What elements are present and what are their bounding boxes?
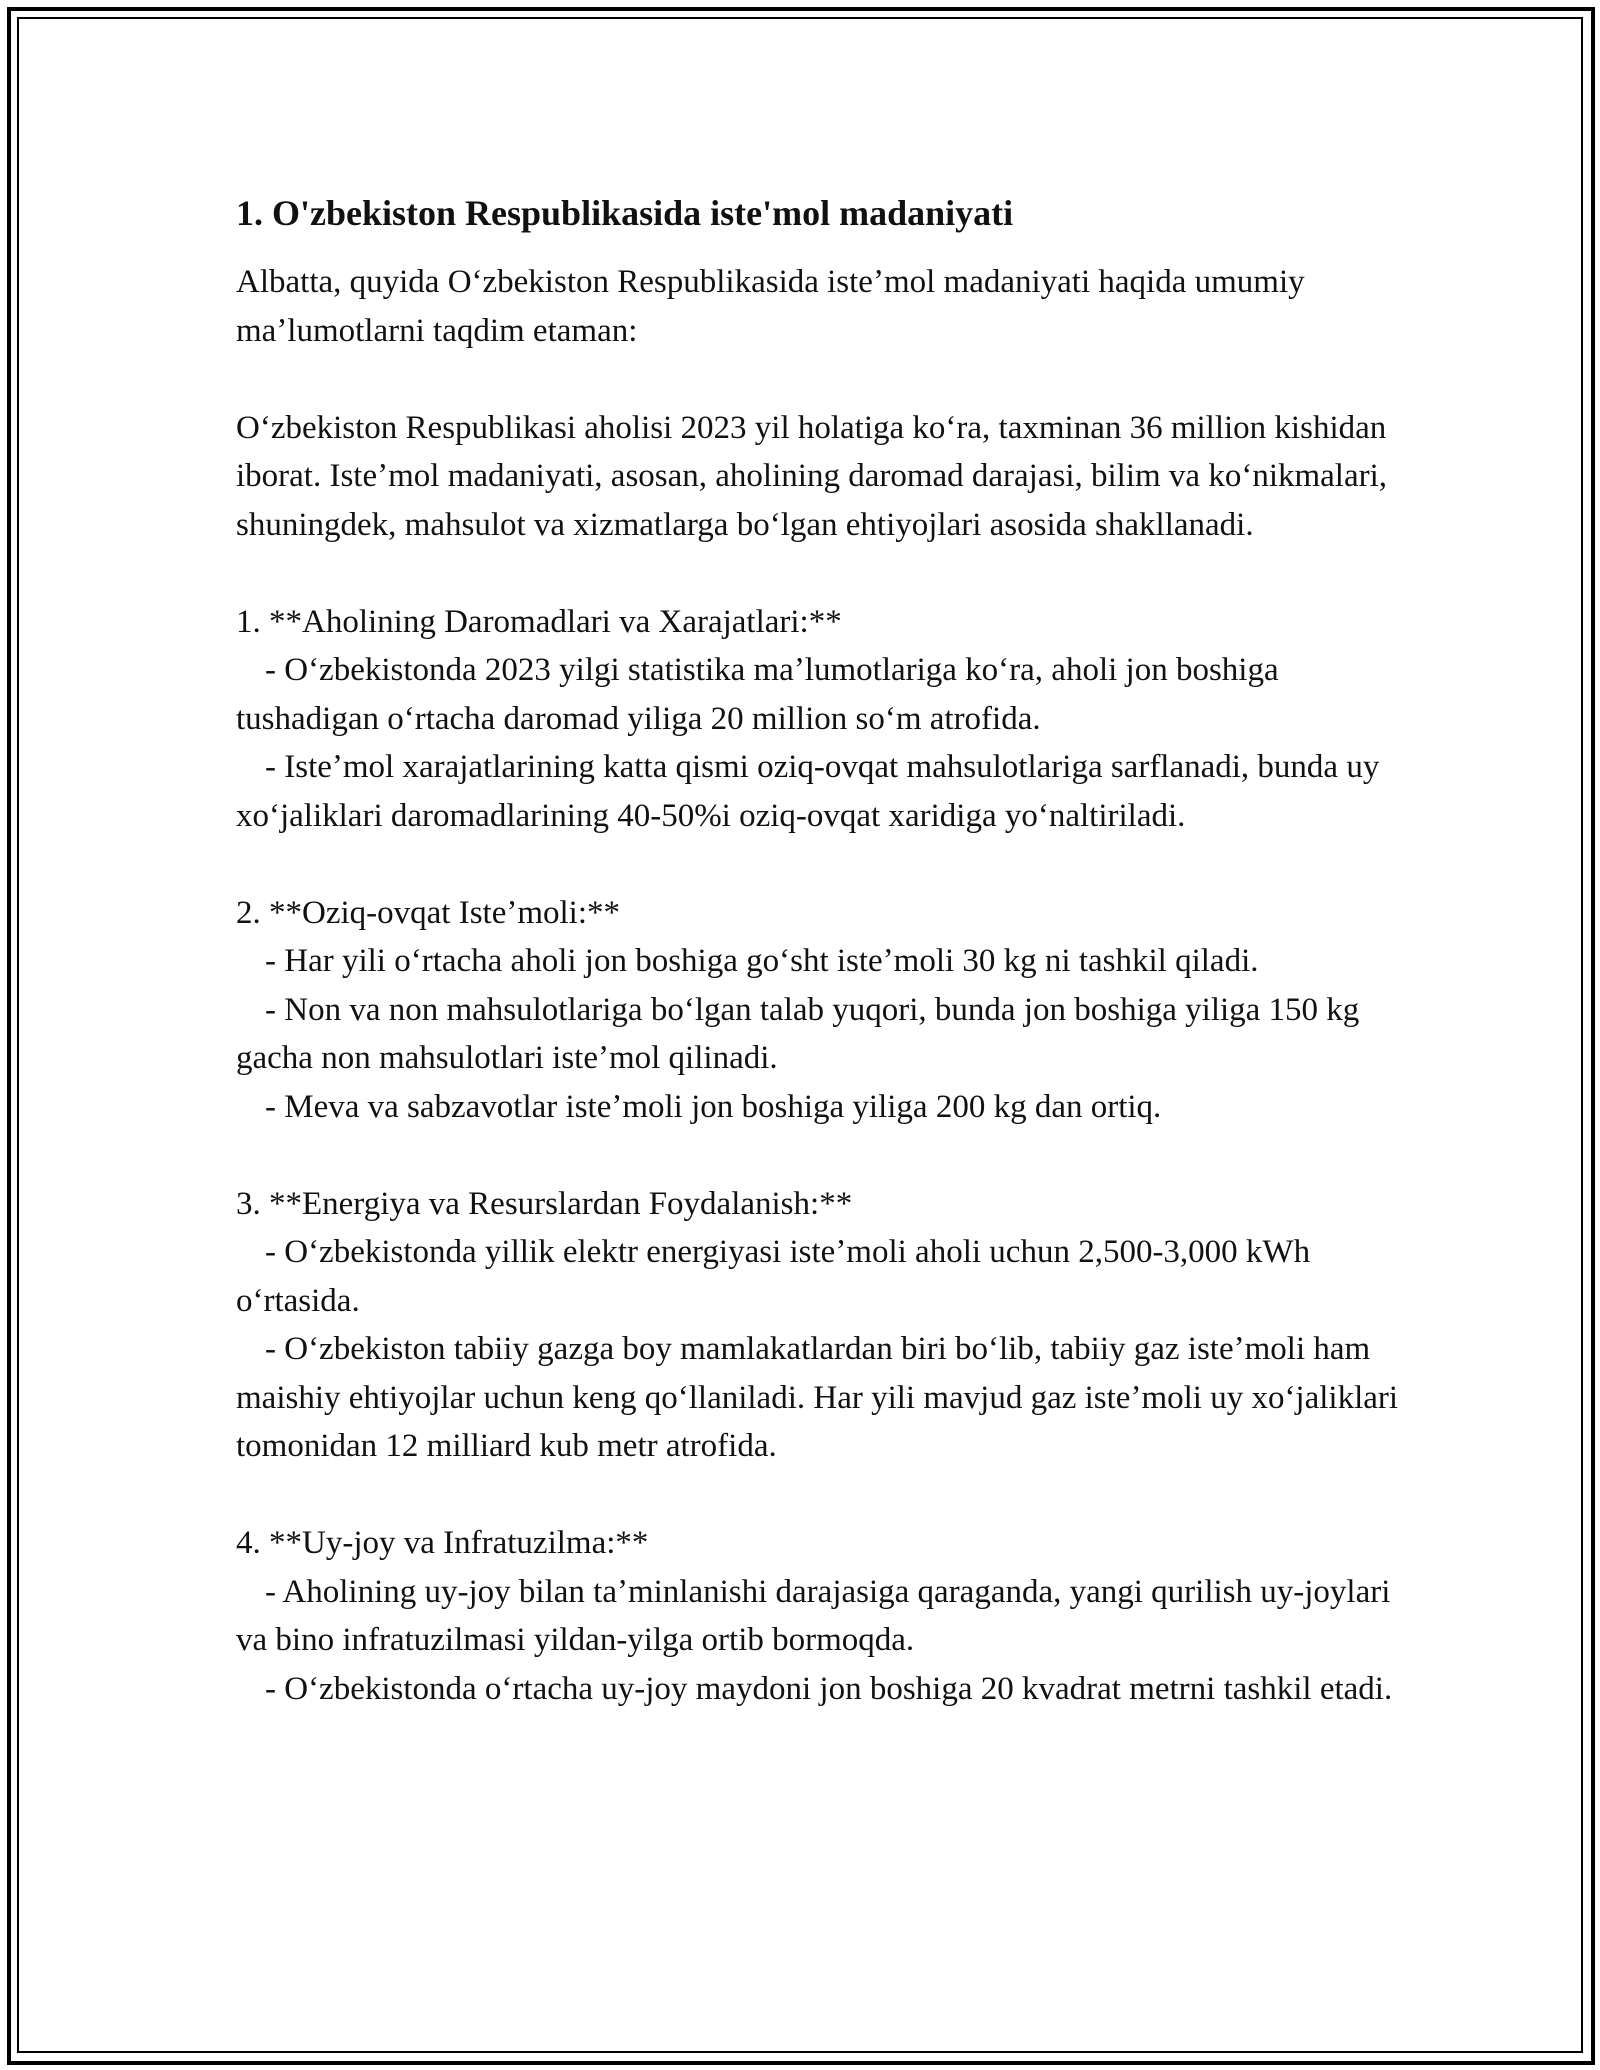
section-heading: 4. **Uy-joy va Infratuzilma:** [236, 1525, 649, 1561]
overview-paragraph: Oʻzbekiston Respublikasi aholisi 2023 yil holatiga koʻra, taxminan 36 million kishidan iborat. Isteʼmol madaniyati, asosan, aholining daromad darajasi, bilim va koʻnikmalari, shuningdek, mahsulot va xizmatlarga boʻlgan ehtiyojlari asosida shakllanadi. [236, 409, 1396, 543]
list-item: - Isteʼmol xarajatlarining katta qismi oziq-ovqat mahsulotlariga sarflanadi, bunda uy xoʻjaliklari daromadlarining 40-50%i oziq-ovqat xaridiga yoʻnaltiriladi. [236, 749, 1380, 834]
list-item: - Oʻzbekistonda oʻrtacha uy-joy maydoni jon boshiga 20 kvadrat metrni tashkil etadi. [265, 1670, 1393, 1707]
section-heading: 2. **Oziq-ovqat Isteʼmoli:** [236, 894, 621, 931]
list-item: - Meva va sabzavotlar isteʼmoli jon boshiga yiliga 200 kg dan ortiq. [265, 1088, 1162, 1125]
list-item: - Har yili oʻrtacha aholi jon boshiga goʻsht isteʼmoli 30 kg ni tashkil qiladi. [265, 943, 1259, 979]
list-item: - Aholining uy-joy bilan taʼminlanishi darajasiga qaraganda, yangi qurilish uy-joylari va bino infratuzilmasi yildan-yilga ortib bormoqda. [236, 1573, 1391, 1658]
list-item: - Oʻzbekistonda 2023 yilgi statistika maʼlumotlariga koʻra, aholi jon boshiga tushadigan oʻrtacha daromad yiliga 20 million soʻm atrofida. [236, 652, 1279, 737]
intro-paragraph: Albatta, quyida Oʻzbekiston Respublikasida isteʼmol madaniyati haqida umumiy maʼlumotlarni taqdim etaman: [236, 264, 1313, 349]
document-body [236, 188, 1416, 1713]
section-heading: 3. **Energiya va Resurslardan Foydalanish:** [236, 1185, 853, 1222]
list-item: - Oʻzbekistonda yillik elektr energiyasi isteʼmoli aholi uchun 2,500-3,000 kWh oʻrtasida. [236, 1234, 1311, 1319]
section-energy [236, 1180, 1416, 1471]
section-heading: 1. **Aholining Daromadlari va Xarajatlari:** [236, 603, 842, 640]
section-housing [236, 1519, 1416, 1713]
section-food [236, 889, 1416, 1132]
document-title: 1. O'zbekiston Respublikasida iste'mol madaniyati [236, 193, 1014, 233]
list-item: - Non va non mahsulotlariga boʻlgan talab yuqori, bunda jon boshiga yiliga 150 kg gacha non mahsulotlari isteʼmol qilinadi. [236, 991, 1360, 1076]
list-item: - Oʻzbekiston tabiiy gazga boy mamlakatlardan biri boʻlib, tabiiy gaz isteʼmoli ham maishiy ehtiyojlar uchun keng qoʻllaniladi. Har yili mavjud gaz isteʼmoli uy xoʻjaliklari tomonidan 12 milliard kub metr atrofida. [236, 1331, 1399, 1464]
section-income [236, 598, 1416, 841]
